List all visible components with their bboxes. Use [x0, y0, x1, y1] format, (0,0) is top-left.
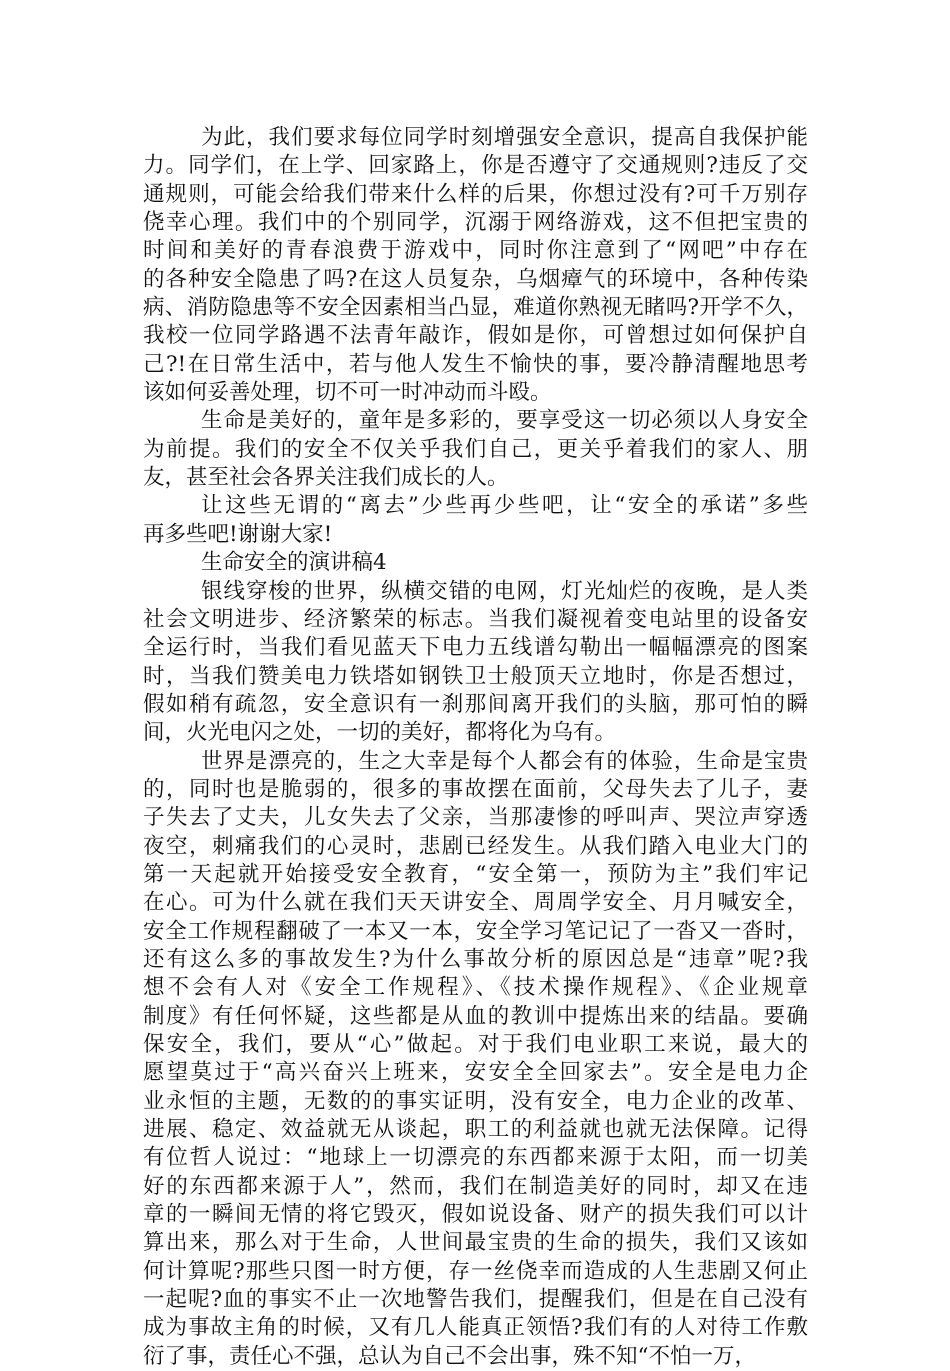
text-line: 进展、稳定、效益就无从谈起，职工的利益就也就无法保障。记得: [143, 1117, 808, 1143]
text-line: 业永恒的主题，无数的的事实证明，没有安全，电力企业的改革、: [143, 1088, 808, 1114]
paragraph: [143, 578, 808, 748]
text-line: 保安全，我们，要从“心”做起。对于我们电业职工来说，最大的: [143, 1032, 808, 1057]
text-line: 想不会有人对《安全工作规程》、《技术操作规程》、《企业规章: [143, 975, 808, 1001]
text-line: 间，火光电闪之处，一切的美好，都将化为乌有。: [143, 720, 617, 746]
text-line: 算出来，那么对于生命，人世间最宝贵的生命的损失，我们又该如: [143, 1230, 808, 1256]
text-line: 章的一瞬间无情的将它毁灭，假如说设备、财产的损失我们可以计: [143, 1202, 808, 1228]
text-line: 时间和美好的青春浪费于游戏中，同时你注意到了“网吧”中存在: [143, 238, 808, 264]
text-line: 的，同时也是脆弱的，很多的事故摆在面前，父母失去了儿子，妻: [143, 776, 808, 802]
paragraph: [143, 748, 808, 1371]
text-line: 力。同学们，在上学、回家路上，你是否遵守了交通规则?违反了交: [143, 153, 808, 179]
text-line: 全运行时，当我们看见蓝天下电力五线谱勾勒出一幅幅漂亮的图案: [143, 635, 808, 661]
text-line: 子失去了丈夫，儿女失去了父亲，当那凄惨的呼叫声、哭泣声穿透: [143, 805, 808, 831]
text-line: 为此，我们要求每位同学时刻增强安全意识，提高自我保护能: [201, 125, 808, 150]
text-line: 好的东西都来源于人”，然而，我们在制造美好的同时，却又在违: [143, 1173, 808, 1199]
text-line: 侥幸心理。我们中的个别同学，沉溺于网络游戏，这不但把宝贵的: [143, 210, 808, 236]
paragraph: [143, 124, 808, 407]
paragraph: [143, 492, 808, 549]
text-line: 第一天起就开始接受安全教育，“安全第一，预防为主”我们牢记: [143, 861, 808, 887]
text-line: 友，甚至社会各界关注我们成长的人。: [143, 465, 509, 491]
text-line: 一起呢?血的事实不止一次地警告我们，提醒我们，但是在自己没有: [143, 1287, 808, 1313]
text-line: 生命安全的演讲稿4: [201, 550, 387, 576]
text-line: 生命是美好的，童年是多彩的，要享受这一切必须以人身安全: [201, 408, 808, 434]
text-line: 衍了事，责任心不强，总认为自己不会出事，殊不知“不怕一万，: [143, 1343, 756, 1369]
paragraph: [143, 407, 808, 492]
text-line: 何计算呢?那些只图一时方便，存一丝侥幸而造成的人生悲剧又何止: [143, 1258, 808, 1284]
text-line: 夜空，刺痛我们的心灵时，悲剧已经发生。从我们踏入电业大门的: [143, 833, 808, 859]
text-line: 己?!在日常生活中，若与他人发生不愉快的事，要冷静清醒地思考: [143, 351, 808, 377]
text-line: 我校一位同学路遇不法青年敲诈，假如是你，可曾想过如何保护自: [143, 323, 808, 349]
text-line: 该如何妥善处理，切不可一时冲动而斗殴。: [143, 380, 552, 406]
text-line: 的各种安全隐患了吗?在这人员复杂，乌烟瘴气的环境中，各种传染: [143, 266, 808, 292]
text-line: 假如稍有疏忽，安全意识有一刹那间离开我们的头脑，那可怕的瞬: [143, 691, 808, 717]
text-line: 银线穿梭的世界，纵横交错的电网，灯光灿烂的夜晚，是人类: [201, 578, 808, 604]
text-line: 有位哲人说过：“地球上一切漂亮的东西都来源于太阳，而一切美: [143, 1145, 808, 1171]
text-line: 为前提。我们的安全不仅关乎我们自己，更关乎着我们的家人、朋: [143, 436, 808, 462]
text-line: 还有这么多的事故发生?为什么事故分析的原因总是“违章”呢?我: [143, 946, 808, 972]
text-line: 成为事故主角的时候，又有几人能真正领悟?我们有的人对待工作敷: [143, 1315, 808, 1341]
document-body: [143, 124, 808, 1371]
text-line: 通规则，可能会给我们带来什么样的后果，你想过没有?可千万别存: [143, 181, 808, 207]
text-line: 制度》有任何怀疑，这些都是从血的教训中提炼出来的结晶。要确: [143, 1003, 808, 1029]
text-line: 社会文明进步、经济繁荣的标志。当我们凝视着变电站里的设备安: [143, 606, 808, 632]
text-line: 在心。可为什么就在我们天天讲安全、周周学安全、月月喊安全，: [143, 890, 808, 916]
text-line: 时，当我们赞美电力铁塔如钢铁卫士般顶天立地时，你是否想过，: [143, 663, 808, 689]
text-line: 让这些无谓的“离去”少些再少些吧，让“安全的承诺”多些: [201, 493, 808, 519]
text-line: 安全工作规程翻破了一本又一本，安全学习笔记记了一沓又一沓时，: [143, 918, 808, 944]
text-line: 再多些吧!谢谢大家!: [143, 521, 333, 547]
text-line: 愿望莫过于“高兴奋兴上班来，安安全全回家去”。安全是电力企: [143, 1060, 808, 1086]
text-line: 世界是漂亮的，生之大幸是每个人都会有的体验，生命是宝贵: [201, 748, 808, 774]
text-line: 病、消防隐患等不安全因素相当凸显，难道你熟视无睹吗?开学不久，: [143, 295, 808, 321]
paragraph: [143, 549, 808, 577]
